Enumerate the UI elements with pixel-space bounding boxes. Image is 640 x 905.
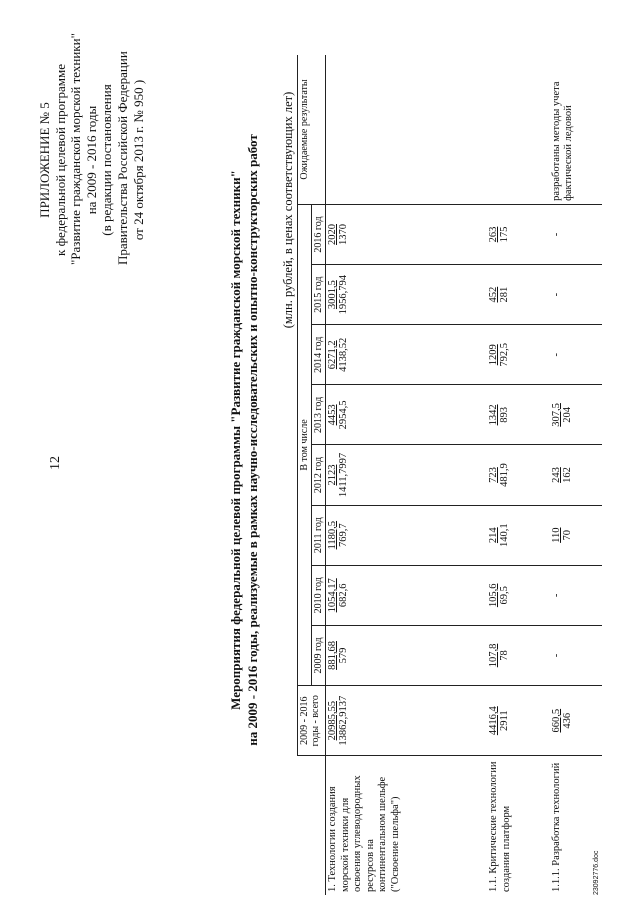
year-cell bbox=[478, 505, 541, 565]
value-federal: 162 bbox=[562, 467, 573, 483]
year-cell bbox=[541, 625, 602, 685]
value-total: 660,5 bbox=[551, 708, 562, 733]
results-header: Ожидаемые результаты bbox=[298, 55, 326, 204]
year-header: 2015 год bbox=[312, 265, 326, 325]
value-federal: 1370 bbox=[338, 223, 349, 245]
title-line: Мероприятия федеральной целевой программы "Развитие гражданской морской техники" bbox=[228, 170, 243, 710]
appendix-line: "Развитие гражданской морской техники" bbox=[68, 33, 84, 265]
value-total: 110 bbox=[551, 527, 562, 543]
units-note: (млн. рублей, в ценах соответствующих лет) bbox=[281, 91, 295, 329]
appendix-line: к федеральной целевой программе bbox=[52, 64, 68, 256]
value-federal: 281 bbox=[499, 286, 510, 303]
value-total: 881,68 bbox=[327, 641, 338, 670]
activities-table bbox=[297, 55, 602, 895]
appendix-header bbox=[37, 33, 146, 265]
appendix-line: (в редакции постановления bbox=[99, 84, 115, 236]
value-federal: 2954,5 bbox=[338, 400, 349, 430]
year-cell bbox=[478, 204, 541, 264]
value-federal: 140,1 bbox=[499, 523, 510, 547]
year-cell bbox=[541, 445, 602, 505]
value-federal: 436 bbox=[562, 712, 573, 729]
year-cell bbox=[541, 325, 602, 385]
appendix-line: ПРИЛОЖЕНИЕ № 5 bbox=[37, 102, 52, 218]
value-federal: 1956,794 bbox=[338, 274, 349, 315]
value-federal: 13862,9137 bbox=[338, 695, 349, 746]
year-cell bbox=[541, 505, 602, 565]
value-total: 1054,17 bbox=[327, 578, 338, 613]
year-cell bbox=[326, 325, 479, 385]
appendix-line: от 24 октября 2013 г. № 950 ) bbox=[130, 79, 146, 241]
year-cell bbox=[541, 204, 602, 264]
page-number: 12 bbox=[48, 456, 63, 470]
including-header: В том числе bbox=[298, 204, 312, 685]
value-federal: 682,6 bbox=[338, 583, 349, 608]
value-federal: 78 bbox=[499, 650, 510, 661]
year-cell bbox=[541, 265, 602, 325]
result-cell bbox=[478, 55, 541, 204]
year-cell bbox=[326, 385, 479, 445]
year-cell bbox=[478, 565, 541, 625]
value-total: 2020 bbox=[327, 223, 338, 245]
value-total: 1180,5 bbox=[327, 520, 338, 550]
row-name: 1. Технологии создания морской техники для освоения углеводородных ресурсов на континентальном шельфе ("Освоение шельфа") bbox=[327, 775, 401, 892]
value-total: - bbox=[551, 353, 562, 357]
table-row bbox=[326, 55, 479, 895]
value-total: 243 bbox=[551, 467, 562, 483]
year-cell bbox=[478, 625, 541, 685]
value-total: 4416,4 bbox=[488, 706, 499, 736]
year-header: 2014 год bbox=[312, 325, 326, 385]
value-federal: 204 bbox=[562, 407, 573, 423]
year-cell bbox=[326, 204, 479, 264]
title-line: на 2009 - 2016 годы, реализуемые в рамках научно-исследовательских и опытно-конструкторских работ bbox=[245, 134, 260, 746]
value-total: - bbox=[551, 653, 562, 658]
value-total: 452 bbox=[488, 286, 499, 303]
table-row bbox=[541, 55, 602, 895]
year-cell bbox=[541, 385, 602, 445]
year-cell bbox=[326, 625, 479, 685]
value-total: 3001,5 bbox=[327, 280, 338, 310]
year-cell bbox=[541, 565, 602, 625]
value-federal: 1411,7997 bbox=[338, 452, 349, 498]
value-total: 4453 bbox=[327, 404, 338, 426]
year-header: 2009 год bbox=[312, 625, 326, 685]
year-header: 2013 год bbox=[312, 385, 326, 445]
value-federal: 70 bbox=[562, 529, 573, 541]
year-cell bbox=[478, 445, 541, 505]
value-federal: 579 bbox=[338, 647, 349, 664]
document-title bbox=[227, 25, 261, 855]
appendix-line: Правительства Российской Федерации bbox=[114, 51, 130, 265]
value-federal: 893 bbox=[499, 407, 510, 423]
value-total: 107,8 bbox=[488, 643, 499, 668]
total-header: 2009 - 2016 годы - всего bbox=[298, 686, 326, 756]
value-total: 1342 bbox=[488, 404, 499, 426]
total-cell bbox=[541, 686, 602, 756]
value-total: 723 bbox=[488, 467, 499, 483]
name-header bbox=[298, 756, 326, 895]
value-total: 2123 bbox=[327, 464, 338, 486]
value-federal: 769,7 bbox=[338, 523, 349, 547]
value-total: - bbox=[551, 292, 562, 297]
year-cell bbox=[478, 325, 541, 385]
year-cell bbox=[478, 385, 541, 445]
value-federal: 69,5 bbox=[499, 586, 510, 605]
value-total: 20985,55 bbox=[327, 701, 338, 741]
year-cell bbox=[478, 265, 541, 325]
appendix-line: на 2009 - 2016 годы bbox=[83, 105, 99, 215]
value-total: - bbox=[551, 593, 562, 598]
row-name: 1.1. Критические технологии создания платформ bbox=[488, 761, 512, 892]
value-total: 105,6 bbox=[488, 583, 499, 608]
value-total: 214 bbox=[488, 527, 499, 544]
year-cell bbox=[326, 565, 479, 625]
document-sheet bbox=[15, 33, 615, 895]
result-cell bbox=[326, 55, 479, 204]
value-total: 6271,2 bbox=[327, 340, 338, 370]
year-cell bbox=[326, 445, 479, 505]
value-total: 307,5 bbox=[551, 403, 562, 427]
total-cell bbox=[478, 686, 541, 756]
row-name: 1.1.1. Разработка технологий bbox=[551, 762, 562, 892]
value-federal: 4138,52 bbox=[338, 337, 349, 372]
total-cell bbox=[326, 686, 479, 756]
value-total: 263 bbox=[488, 226, 499, 243]
year-header: 2011 год bbox=[312, 505, 326, 565]
year-cell bbox=[326, 265, 479, 325]
value-total: 1209 bbox=[488, 344, 499, 366]
year-header: 2010 год bbox=[312, 565, 326, 625]
value-federal: 2911 bbox=[499, 710, 510, 732]
year-header: 2012 год bbox=[312, 445, 326, 505]
footer-code: 23092776.doc bbox=[593, 850, 600, 895]
year-cell bbox=[326, 505, 479, 565]
table-row bbox=[478, 55, 541, 895]
result-cell: разработаны методы учета фактической ледовой bbox=[541, 55, 602, 204]
value-total: - bbox=[551, 232, 562, 237]
value-federal: 175 bbox=[499, 226, 510, 243]
year-header: 2016 год bbox=[312, 204, 326, 264]
value-federal: 481,9 bbox=[499, 463, 510, 487]
value-federal: 792,5 bbox=[499, 342, 510, 367]
